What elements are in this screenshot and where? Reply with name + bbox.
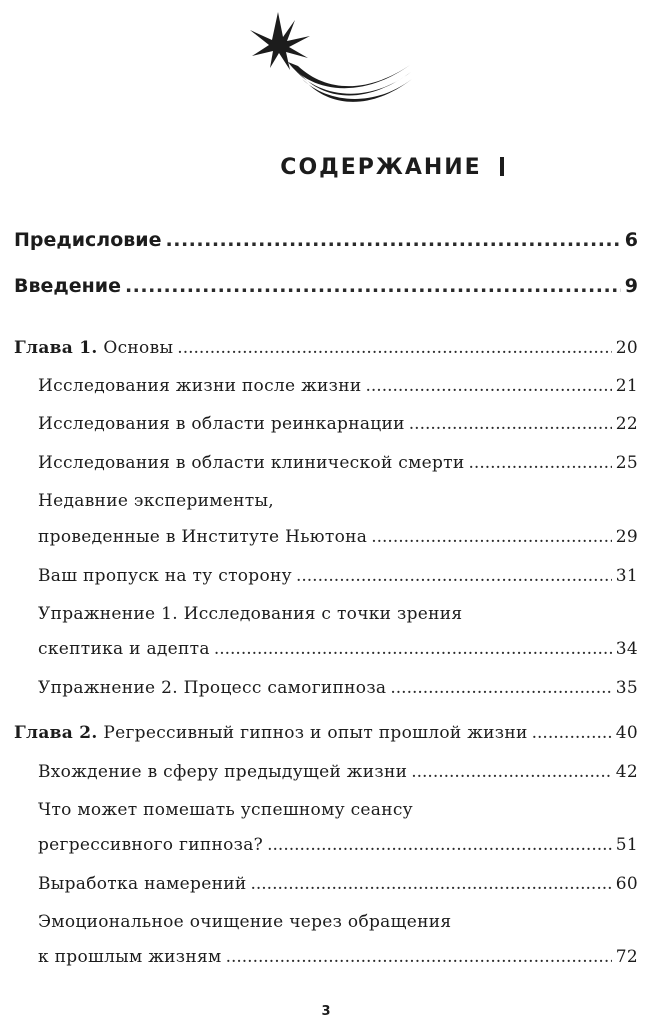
toc-entry-section[interactable] (38, 678, 638, 698)
leader-dots (267, 835, 612, 855)
entry-page: 31 (615, 566, 638, 586)
entry-label: Предисловие (14, 229, 162, 251)
entry-label: Упражнение 2. Процесс самогипноза (38, 678, 387, 698)
toc-entry-chapter-1[interactable] (14, 338, 638, 358)
chapter-title: Регрессивный гипноз и опыт прошлой жизни (103, 723, 528, 743)
entry-page: 40 (615, 723, 638, 743)
entry-page: 42 (615, 762, 638, 782)
chapter-title: Основы (103, 338, 174, 358)
leader-dots (409, 414, 612, 434)
page-number: 3 (321, 1004, 331, 1019)
entry-label (14, 723, 528, 743)
entry-page: 22 (615, 414, 638, 434)
entry-label: Выработка намерений (38, 874, 247, 894)
entry-label: Исследования в области клинической смерти (38, 453, 465, 473)
leader-dots (411, 762, 612, 782)
leader-dots (177, 338, 611, 358)
toc-entry-preface[interactable] (14, 229, 638, 251)
chapter-prefix: Глава 1. (14, 338, 98, 358)
entry-label: регрессивного гипноза? (38, 835, 264, 855)
entry-page: 25 (615, 453, 638, 473)
leader-dots (250, 874, 611, 894)
entry-page: 60 (615, 874, 638, 894)
leader-dots (532, 723, 612, 743)
entry-page: 51 (615, 835, 638, 855)
entry-label: Ваш пропуск на ту сторону (38, 566, 292, 586)
title-bar (500, 157, 504, 176)
entry-page: 20 (615, 338, 638, 358)
entry-label-line1: Недавние эксперименты, (38, 491, 275, 511)
entry-page: 29 (615, 527, 638, 547)
toc-entry-introduction[interactable] (14, 275, 638, 297)
toc-entry-section[interactable] (38, 947, 638, 967)
entry-label: скептика и адепта (38, 639, 210, 659)
entry-page: 34 (615, 639, 638, 659)
entry-label: к прошлым жизням (38, 947, 222, 967)
leader-dots (469, 453, 612, 473)
entry-label-line1: Что может помешать успешному сеансу (38, 800, 413, 820)
leader-dots (365, 376, 611, 396)
toc-entry-section[interactable] (38, 453, 638, 473)
entry-label: проведенные в Институте Ньютона (38, 527, 368, 547)
leader-dots (226, 947, 612, 967)
entry-page: 72 (615, 947, 638, 967)
toc-heading (0, 155, 652, 180)
entry-page: 21 (615, 376, 638, 396)
entry-label-line1: Упражнение 1. Исследования с точки зрения (38, 604, 463, 624)
toc-title: СОДЕРЖАНИЕ (280, 155, 482, 180)
toc-entry-section[interactable] (38, 762, 638, 782)
toc-entry-section[interactable] (38, 835, 638, 855)
leader-dots (166, 229, 621, 251)
leader-dots (214, 639, 612, 659)
toc-entry-section[interactable] (38, 874, 638, 894)
entry-page: 9 (624, 275, 638, 297)
leader-dots (296, 566, 612, 586)
entry-page: 6 (624, 229, 638, 251)
leader-dots (371, 527, 612, 547)
leader-dots (390, 678, 611, 698)
toc-entry-chapter-2[interactable] (14, 723, 638, 743)
entry-label-line1: Эмоциональное очищение через обращения (38, 912, 452, 932)
entry-label: Исследования в области реинкарнации (38, 414, 405, 434)
toc-entry-section[interactable] (38, 527, 638, 547)
toc-entry-section[interactable] (38, 566, 638, 586)
leader-dots (125, 275, 621, 297)
toc-entry-section[interactable] (38, 639, 638, 659)
entry-label: Введение (14, 275, 121, 297)
shooting-star-icon (238, 10, 418, 110)
toc-entry-section[interactable] (38, 414, 638, 434)
chapter-prefix: Глава 2. (14, 723, 98, 743)
entry-page: 35 (615, 678, 638, 698)
toc-entry-section[interactable] (38, 376, 638, 396)
entry-label: Исследования жизни после жизни (38, 376, 362, 396)
entry-label: Вхождение в сферу предыдущей жизни (38, 762, 408, 782)
entry-label (14, 338, 173, 358)
